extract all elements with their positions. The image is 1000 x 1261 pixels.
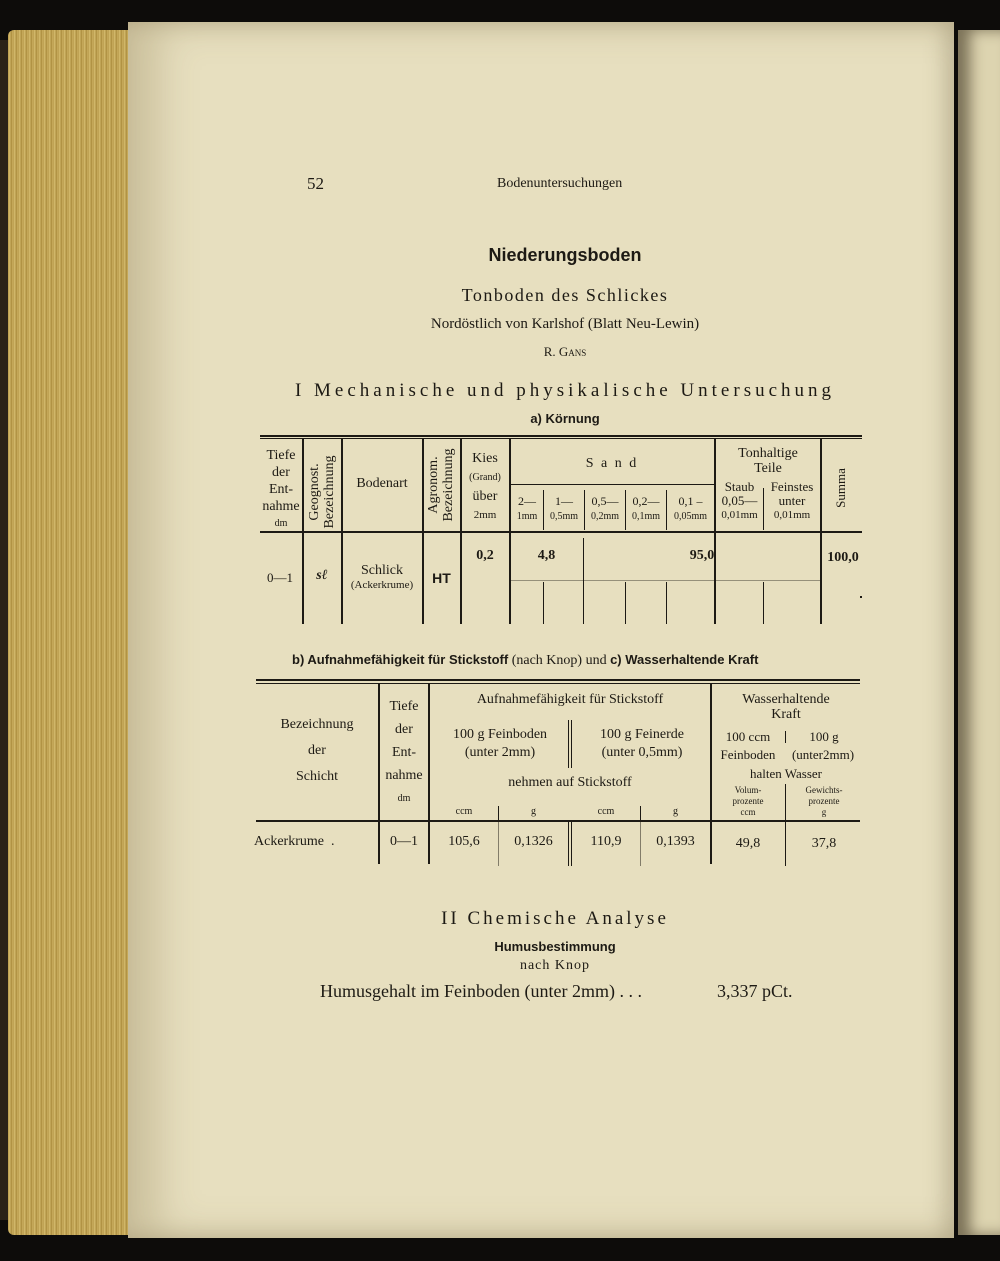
t1-sand-col-5: 0,1 – 0,05mm (673, 494, 708, 522)
t1-ton-col-staub: Staub 0,05— 0,01mm (721, 479, 758, 521)
t1-sand-col-2: 1— 0,5mm (549, 494, 579, 522)
sub-c-label: c) Wasserhaltende Kraft (610, 652, 759, 667)
t1-sand-label: S a n d (585, 456, 639, 471)
t1-row-tiefe: 0—1 (267, 570, 293, 585)
humus-method: nach Knop (519, 958, 591, 973)
t2-feinboden: 100 g Feinboden (unter 2mm) (452, 727, 548, 760)
table2-top-rule (256, 679, 860, 681)
t2-row-v6: 37,8 (811, 836, 837, 851)
t1-row-bodenart: Schlick (Ackerkrume) (350, 563, 414, 591)
t2-row-v3: 110,9 (590, 834, 622, 849)
t2-wasser-halten: halten Wasser (750, 766, 822, 781)
t1-col-agronom: Agronom. Bezeichnung (426, 448, 456, 522)
t2-unit-g-2: g (673, 806, 678, 817)
t1-row-kies: 0,2 (476, 548, 494, 563)
t2-wasser-volum: Volum- prozente ccm (732, 785, 764, 817)
t2-wasser-unter: (unter2mm) (791, 747, 855, 762)
t2-wasser-100g: 100 g (809, 729, 839, 744)
t2-unit-ccm-2: ccm (597, 806, 615, 817)
t2-wasser-100ccm: 100 ccm (725, 729, 771, 744)
t1-sand-col-4: 0,2— 0,1mm (631, 494, 661, 522)
author: R. Gans (543, 344, 587, 359)
location-line: Nordöstlich von Karlshof (Blatt Neu-Lewin) (430, 316, 700, 332)
t1-col-bodenart: Bodenart (356, 476, 408, 491)
sub-b-label: b) Aufnahmefähigkeit für Stickstoff (292, 652, 509, 667)
t1-col-summa: Summa (833, 468, 848, 508)
table1-header-rule (260, 531, 862, 533)
t2-row-v1: 105,6 (448, 834, 480, 849)
t2-row-tiefe: 0—1 (390, 834, 418, 849)
t2-wasser-gewichts: Gewichts- prozente g (805, 785, 843, 817)
page-number: 52 (307, 174, 324, 193)
t2-row-schicht: Ackerkrume . (254, 834, 335, 849)
t2-row-v2: 0,1326 (514, 834, 553, 849)
t2-aufnahme-label: Aufnahmefähigkeit für Stickstoff (476, 692, 664, 707)
humus-line: Humusgehalt im Feinboden (unter 2mm) . . . (320, 981, 642, 1001)
doc-title: Niederungsboden (488, 245, 642, 265)
subsection-a-heading: a) Körnung (530, 411, 600, 426)
t2-row-v4: 0,1393 (656, 834, 695, 849)
t1-col-tiefe: Tiefe der Ent- nahme dm (262, 448, 300, 529)
t2-wasser-label: Wasserhaltende Kraft (742, 692, 830, 722)
subsection-bc-heading (292, 652, 758, 669)
table2-header-rule (256, 820, 860, 822)
doc-subtitle: Tonboden des Schlickes (461, 285, 669, 305)
t2-col-tiefe: Tiefe der Ent- nahme dm (385, 699, 423, 804)
t1-row-summa: 100,0 (827, 550, 859, 565)
next-page-edge (958, 30, 1000, 1235)
page-stack-edges (8, 30, 133, 1235)
humus-value: 3,337 pCt. (717, 981, 793, 1001)
t1-row-geognost: sℓ (316, 568, 328, 583)
t1-col-geognost: Geognost. Bezeichnung (307, 455, 337, 529)
t1-row-sand-rest: 95,0 (689, 548, 715, 563)
t1-tonhaltige-label: Tonhaltige Teile (738, 446, 798, 476)
t2-row-v5: 49,8 (735, 836, 761, 851)
t1-row-sand-coarse: 4,8 (537, 548, 556, 563)
t2-wasser-feinboden: Feinboden (720, 747, 776, 762)
t1-sand-col-3: 0,5— 0,2mm (590, 494, 620, 522)
t1-sand-col-1: 2— 1mm (516, 494, 538, 522)
sub-b-mid: (nach Knop) und (511, 653, 607, 668)
t1-ton-col-feinstes: Feinstes unter 0,01mm (770, 479, 814, 521)
humus-title: Humusbestimmung (494, 939, 616, 954)
t1-col-kies: Kies (Grand) über 2mm (469, 451, 501, 521)
table1-top-rule (260, 435, 862, 437)
running-title: Bodenuntersuchungen (497, 176, 623, 191)
t1-row-agronom: HT (432, 570, 451, 586)
t2-unit-g-1: g (531, 806, 536, 817)
section-1-heading: I Mechanische und physikalische Untersuchung (294, 380, 836, 401)
book-page (128, 22, 954, 1238)
table1-top-rule-2 (260, 438, 862, 439)
t2-col-bezeichnung: Bezeichnung der Schicht (280, 717, 354, 784)
t2-unit-ccm-1: ccm (455, 806, 473, 817)
section-2-heading: II Chemische Analyse (441, 908, 669, 929)
t2-feinerde: 100 g Feinerde (unter 0,5mm) (600, 727, 684, 760)
t2-nehmen: nehmen auf Stickstoff (508, 775, 632, 790)
